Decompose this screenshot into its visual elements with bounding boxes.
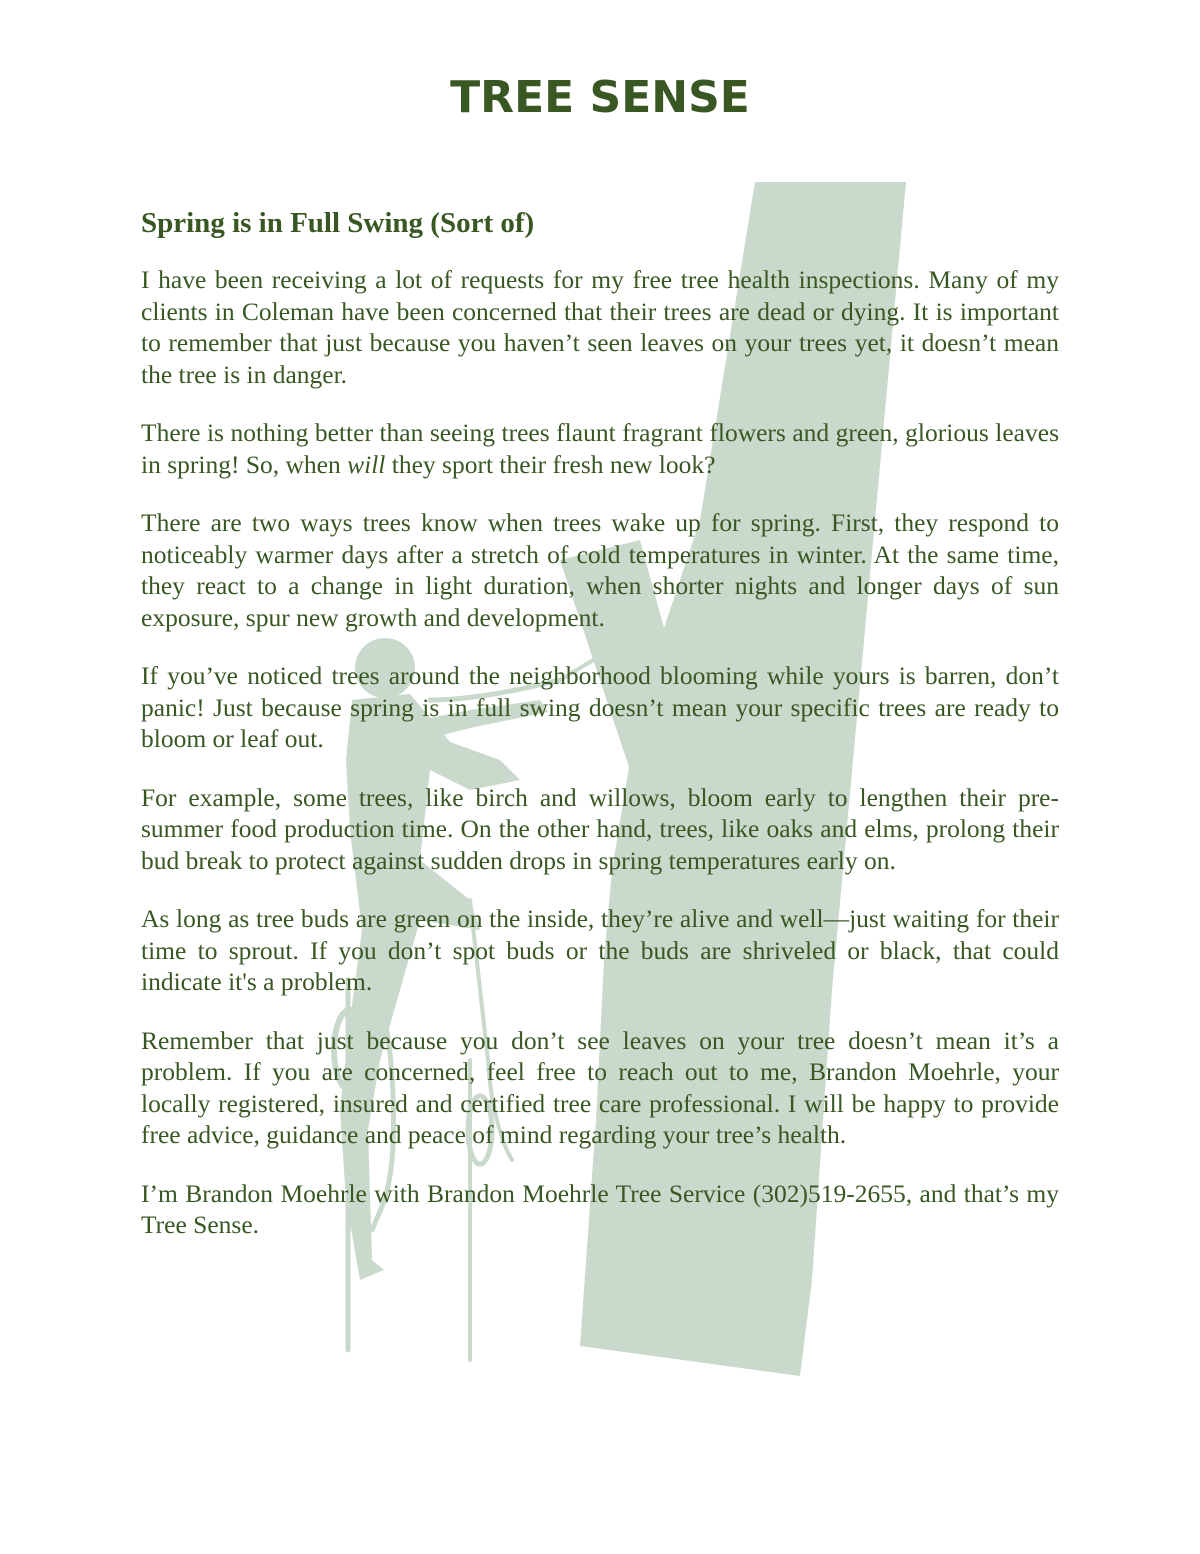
paragraph-spring-look-before: There is nothing better than seeing trees flaunt fragrant flowers and green, glorious leaves in spring! So, when <box>141 418 1059 479</box>
paragraph-dont-panic: If you’ve noticed trees around the neighborhood blooming while yours is barren, don’t panic! Just because spring is in full swing doesn’t mean your specific trees are ready to bloom or leaf out. <box>141 661 1059 753</box>
page-title: TREE SENSE <box>450 72 750 123</box>
paragraph-signoff: I’m Brandon Moehrle with Brandon Moehrle Tree Service (302)519-2655, and that’s my Tree Sense. <box>141 1178 1059 1239</box>
paragraph-example: For example, some trees, like birch and willows, bloom early to lengthen their pre-summer food production time. On the other hand, trees, like oaks and elms, prolong their bud break to protect against sudden drops in spring temperatures early on. <box>141 782 1059 875</box>
article-body <box>141 204 1059 1268</box>
paragraph-contact: Remember that just because you don’t see leaves on your tree doesn’t mean it’s a problem. If you are concerned, feel free to reach out to me, Brandon Moehrle, your locally registered, insured and certified tree care professional. I will be happy to provide free advice, guidance and peace of mind regarding your tree’s health. <box>141 1025 1059 1149</box>
paragraph-spring-look <box>141 417 1059 480</box>
paragraph-two-ways: There are two ways trees know when trees wake up for spring. First, they respond to noticeably warmer days after a stretch of cold temperatures in winter. At the same time, they react to a change in light duration, when shorter nights and longer days of sun exposure, spur new growth and development. <box>141 508 1059 632</box>
paragraph-buds: As long as tree buds are green on the inside, they’re alive and well—just waiting for their time to sprout. If you don’t spot buds or the buds are shriveled or black, that could indicate it's a problem. <box>141 904 1059 996</box>
article-heading: Spring is in Full Swing (Sort of) <box>141 207 535 239</box>
paragraph-spring-look-after: they sport their fresh new look? <box>385 449 716 479</box>
paragraph-inspections: I have been receiving a lot of requests for my free tree health inspections. Many of my clients in Coleman have been concerned that their trees are dead or dying. It is important to remember that just because you haven’t seen leaves on your trees yet, it doesn’t mean the tree is in danger. <box>141 265 1059 389</box>
paragraph-spring-look-emphasis: will <box>347 449 386 479</box>
